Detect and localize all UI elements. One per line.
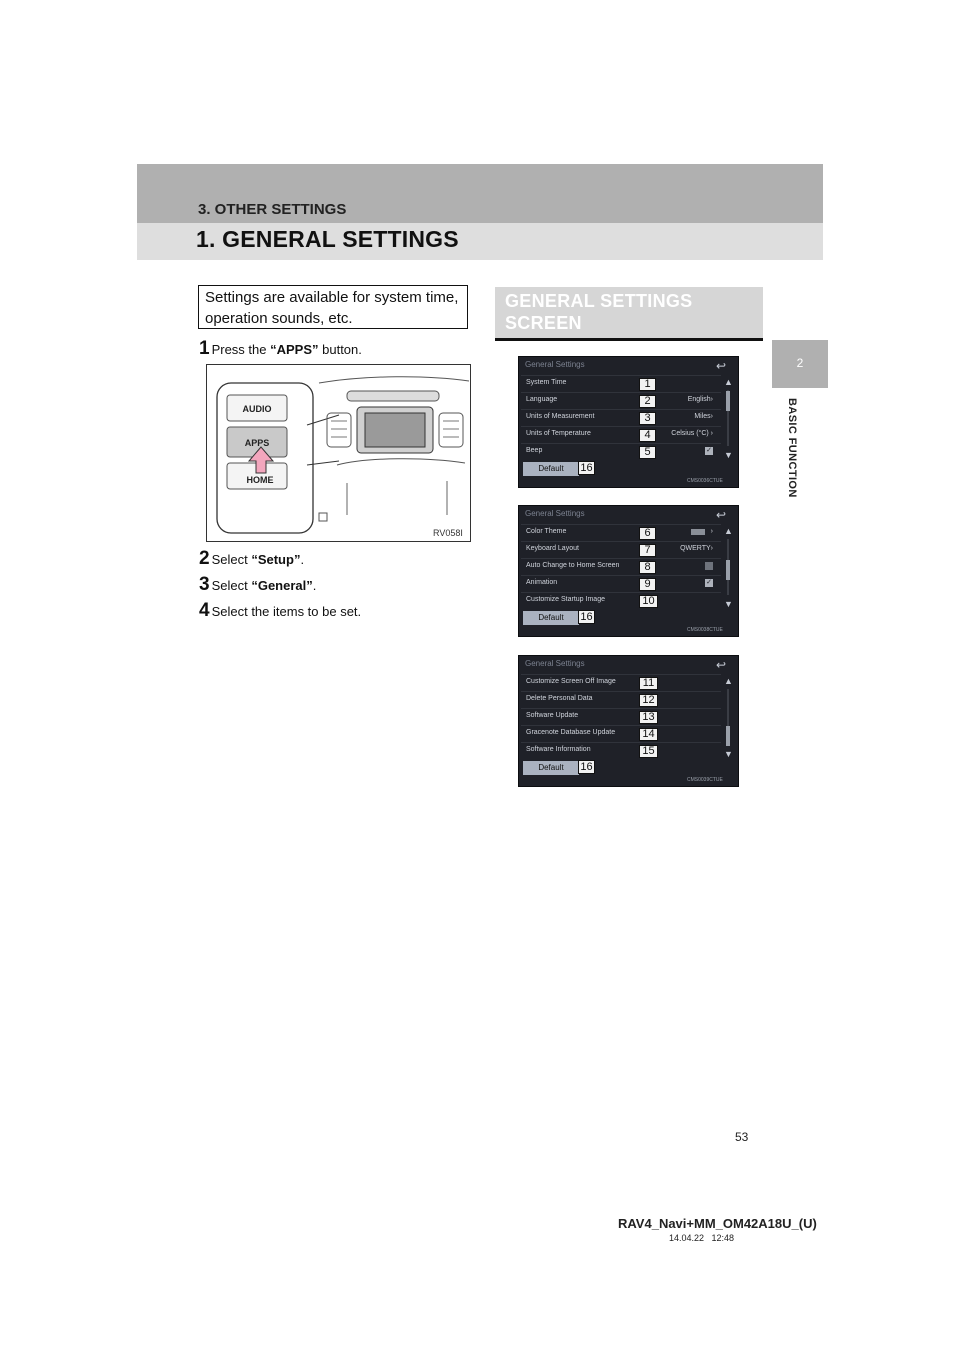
row-value: Celsius (°C) ›: [671, 430, 713, 437]
intro-text: Settings are available for system time, operation sounds, etc.: [205, 289, 459, 327]
page-title: 1. GENERAL SETTINGS: [196, 226, 459, 252]
setting-row-units-measurement[interactable]: [521, 409, 721, 426]
back-icon[interactable]: ↩: [715, 658, 727, 672]
step-text-end: button.: [318, 342, 362, 357]
setting-row-auto-change-home[interactable]: [521, 558, 721, 575]
row-label: Beep: [526, 447, 543, 454]
callout-number: 3: [639, 412, 656, 425]
callout-number: 7: [639, 544, 656, 557]
step-text: Select: [211, 552, 252, 567]
row-label: Auto Change to Home Screen: [526, 562, 620, 569]
row-label: Software Update: [526, 712, 579, 719]
setting-row-units-temperature[interactable]: [521, 426, 721, 443]
callout-number: 6: [639, 527, 656, 540]
chapter-label: BASIC FUNCTION: [786, 398, 798, 498]
screen-title: General Settings: [525, 659, 585, 668]
callout-number: 11: [639, 677, 658, 690]
step-text: Select: [211, 578, 252, 593]
row-label: Animation: [526, 579, 558, 586]
setting-row-startup-image[interactable]: [521, 592, 721, 609]
setting-row-screen-off-image[interactable]: [521, 674, 721, 691]
step-text: Press the: [211, 342, 271, 357]
step-3: [199, 574, 316, 596]
setting-row-color-theme[interactable]: [521, 524, 721, 541]
scrollbar-thumb[interactable]: [726, 391, 730, 411]
image-id: CMS0039CTUE: [687, 777, 723, 783]
row-label: Keyboard Layout: [526, 545, 579, 552]
step-text: Select the items to be set.: [211, 604, 362, 619]
default-button[interactable]: Default: [523, 761, 579, 775]
setting-row-software-information[interactable]: [521, 742, 721, 759]
screen-title: General Settings: [525, 360, 585, 369]
default-button[interactable]: Default: [523, 462, 579, 476]
chapter-number: 2: [796, 356, 804, 370]
settings-screen-1: [518, 356, 739, 488]
callout-number: 10: [639, 595, 658, 608]
back-icon[interactable]: ↩: [715, 508, 727, 522]
checkbox-unchecked-icon[interactable]: [705, 562, 713, 570]
callout-number: 8: [639, 561, 656, 574]
row-label: Language: [526, 396, 558, 403]
setting-row-animation[interactable]: [521, 575, 721, 592]
step-number: 4: [199, 600, 210, 621]
default-button[interactable]: Default: [523, 611, 579, 625]
row-label: Color Theme: [526, 528, 567, 535]
color-swatch: [691, 529, 705, 535]
document-timestamp: 14.04.22 12:48: [669, 1233, 735, 1243]
image-id: CMS0038CTUE: [687, 627, 723, 633]
row-label: Customize Screen Off Image: [526, 678, 616, 685]
dashboard-illustration: [206, 364, 471, 542]
scroll-down-icon[interactable]: ▼: [724, 450, 733, 460]
settings-screen-3: [518, 655, 739, 787]
settings-screen-2: [518, 505, 739, 637]
callout-number: 12: [639, 694, 658, 707]
row-label: Delete Personal Data: [526, 695, 593, 702]
step-2: [199, 548, 304, 570]
audio-button-label: AUDIO: [242, 404, 272, 414]
checkbox-checked-icon[interactable]: ✓: [706, 447, 712, 454]
setting-row-beep[interactable]: [521, 443, 721, 460]
page-number: 53: [735, 1130, 749, 1144]
apps-button-label: APPS: [244, 438, 270, 448]
scroll-up-icon[interactable]: ▲: [724, 526, 733, 536]
section-label: 3. OTHER SETTINGS: [198, 201, 347, 218]
callout-number: 13: [639, 711, 658, 724]
step-1: [199, 338, 362, 360]
home-button-label: HOME: [246, 475, 274, 485]
callout-number: 16: [578, 461, 595, 475]
step-key: “Setup”: [251, 552, 301, 567]
setting-row-delete-personal-data[interactable]: [521, 691, 721, 708]
callout-number: 15: [639, 745, 658, 758]
setting-row-keyboard-layout[interactable]: [521, 541, 721, 558]
row-value: Miles›: [694, 413, 713, 420]
scrollbar-thumb[interactable]: [726, 560, 730, 580]
step-key: “General”: [251, 578, 313, 593]
setting-row-system-time[interactable]: [521, 375, 721, 392]
row-value: English›: [687, 396, 713, 403]
callout-number: 5: [639, 446, 656, 459]
row-value: QWERTY›: [680, 545, 713, 552]
callout-number: 2: [639, 395, 656, 408]
intro-box: [198, 285, 468, 329]
step-text-end: .: [300, 552, 305, 567]
document-id: RAV4_Navi+MM_OM42A18U_(U): [618, 1216, 817, 1231]
screen-title: General Settings: [525, 509, 585, 518]
row-label: Gracenote Database Update: [526, 729, 616, 736]
scroll-up-icon[interactable]: ▲: [724, 377, 733, 387]
scrollbar-thumb[interactable]: [726, 726, 730, 746]
row-label: Software Information: [526, 746, 591, 753]
row-label: Customize Startup Image: [526, 596, 605, 603]
scroll-up-icon[interactable]: ▲: [724, 676, 733, 686]
setting-row-software-update[interactable]: [521, 708, 721, 725]
chevron-right-icon: ›: [710, 528, 713, 535]
step-number: 3: [199, 574, 210, 595]
scroll-down-icon[interactable]: ▼: [724, 599, 733, 609]
back-icon[interactable]: ↩: [715, 359, 727, 373]
image-id: CMS0036CTUE: [687, 478, 723, 484]
callout-number: 4: [639, 429, 656, 442]
callout-number: 9: [639, 578, 656, 591]
callout-number: 16: [578, 760, 595, 774]
callout-number: 1: [639, 378, 656, 391]
callout-number: 14: [639, 728, 658, 741]
step-number: 1: [199, 338, 210, 359]
setting-row-gracenote-update[interactable]: [521, 725, 721, 742]
row-label: Units of Measurement: [526, 413, 595, 420]
figure-caption: RV058I: [433, 528, 463, 538]
setting-row-language[interactable]: [521, 392, 721, 409]
step-number: 2: [199, 548, 210, 569]
callout-number: 16: [578, 610, 595, 624]
subsection-title: GENERAL SETTINGS: [505, 291, 693, 311]
checkbox-checked-icon[interactable]: ✓: [706, 579, 712, 586]
subsection-title-2: SCREEN: [505, 313, 582, 333]
row-label: System Time: [526, 379, 567, 386]
step-key: “APPS”: [270, 342, 319, 357]
step-text-end: .: [312, 578, 317, 593]
row-label: Units of Temperature: [526, 430, 591, 437]
step-4: [199, 600, 361, 622]
scroll-down-icon[interactable]: ▼: [724, 749, 733, 759]
dashboard-drawing: [207, 365, 470, 541]
